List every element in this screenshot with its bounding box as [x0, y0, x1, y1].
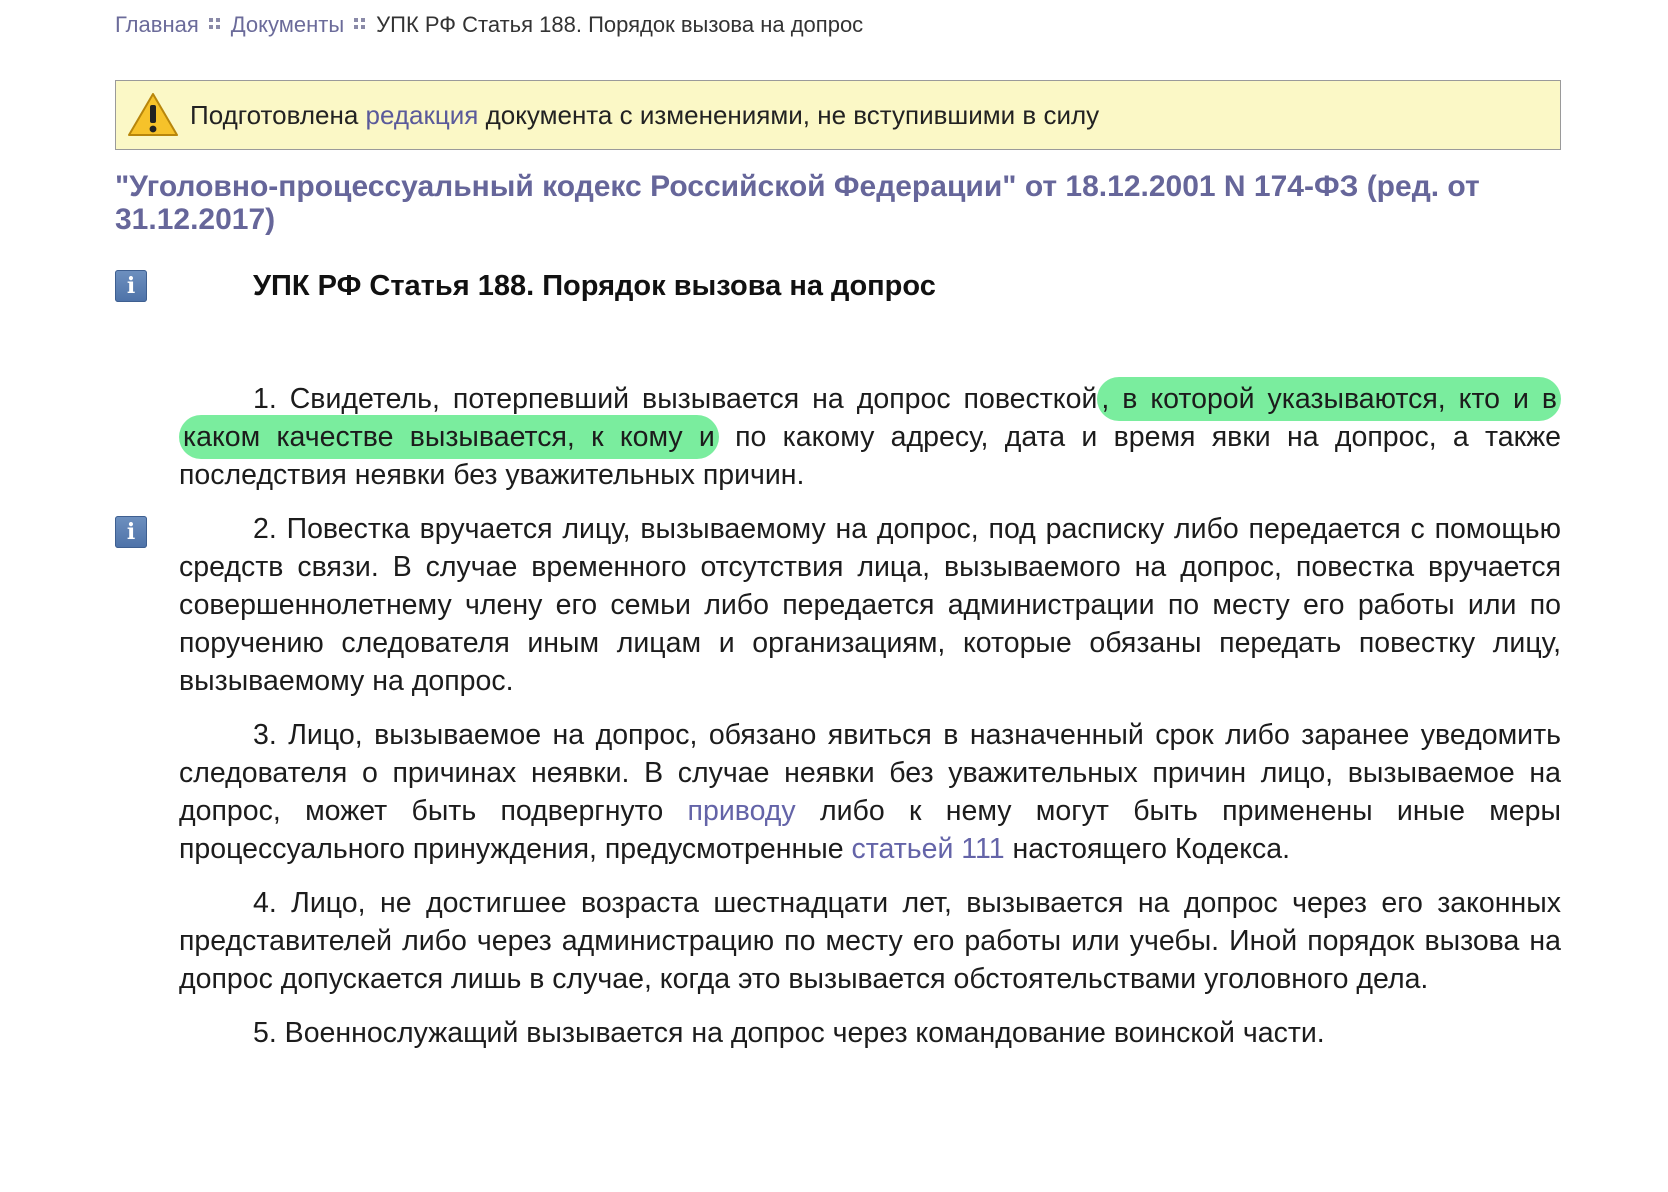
breadcrumb-documents-link[interactable]: Документы: [230, 12, 345, 37]
paragraph-5: 5. Военнослужащий вызывается на допрос через командование воинской части.: [253, 1017, 1325, 1049]
info-icon[interactable]: i: [115, 516, 147, 548]
paragraph-4: 4. Лицо, не достигшее возраста шестнадцати лет, вызывается на допрос через его законных представителей либо через администрацию по месту его работы или учебы. Иной порядок вызова на допрос допускается лишь в случае, когда это вызывается обстоятельствами уголовного дела.: [179, 887, 1561, 995]
paragraph-1-text-end: по какому адресу, дата и время явки на допрос, а также последствия неявки без уважительных причин.: [179, 421, 1561, 491]
breadcrumb-home-link[interactable]: Главная: [115, 12, 199, 37]
breadcrumb: [115, 10, 863, 40]
paragraph-3-text: 3. Лицо, вызываемое на допрос, обязано явиться в назначенный срок либо заранее уведомить следователя о причинах неявки. В случае неявки без уважительных причин лицо, вызываемое на допрос, может быть подвергнуто: [179, 719, 1561, 827]
edition-notice: [115, 80, 1561, 150]
article-111-link[interactable]: статьей 111: [851, 833, 1005, 865]
edition-link[interactable]: редакция: [365, 99, 479, 130]
paragraph-2: 2. Повестка вручается лицу, вызываемому на допрос, под расписку либо передается с помощью средств связи. В случае временного отсутствия лица, вызываемого на допрос, повестка вручается совершеннолетнему члену его семьи либо передается администрации по месту его работы или по поручению следователя иным лицам и организациям, которые обязаны передать повестку лицу, вызываемому на допрос.: [179, 513, 1561, 697]
breadcrumb-separator-icon: [209, 18, 221, 30]
article-body: [179, 380, 1561, 1068]
paragraph-3: [179, 716, 1561, 868]
article-title: УПК РФ Статья 188. Порядок вызова на допрос: [253, 270, 936, 302]
paragraph-3-text-mid: либо к нему могут быть применены иные меры процессуального принуждения, предусмотренные: [179, 795, 1561, 865]
paragraph-1-text: 1. Свидетель, потерпевший вызывается на допрос повесткой: [253, 383, 1098, 415]
breadcrumb-current: УПК РФ Статья 188. Порядок вызова на допрос: [376, 12, 864, 37]
notice-text: [190, 100, 1099, 131]
document-title: "Уголовно-процессуальный кодекс Российской Федерации" от 18.12.2001 N 174-ФЗ (ред. от 31.12.2017): [115, 170, 1480, 236]
warning-icon: [126, 91, 180, 139]
highlighted-text: , в которой указываются, кто и в каком качестве вызывается, к кому и: [179, 377, 1561, 459]
privod-link[interactable]: приводу: [687, 795, 796, 827]
breadcrumb-separator-icon: [354, 18, 366, 30]
paragraph-1: [179, 380, 1561, 494]
info-icon[interactable]: i: [115, 270, 147, 302]
notice-text-before: Подготовлена: [190, 99, 366, 130]
notice-text-after: документа с изменениями, не вступившими в силу: [478, 99, 1100, 130]
paragraph-3-text-end: настоящего Кодекса.: [1004, 833, 1291, 865]
